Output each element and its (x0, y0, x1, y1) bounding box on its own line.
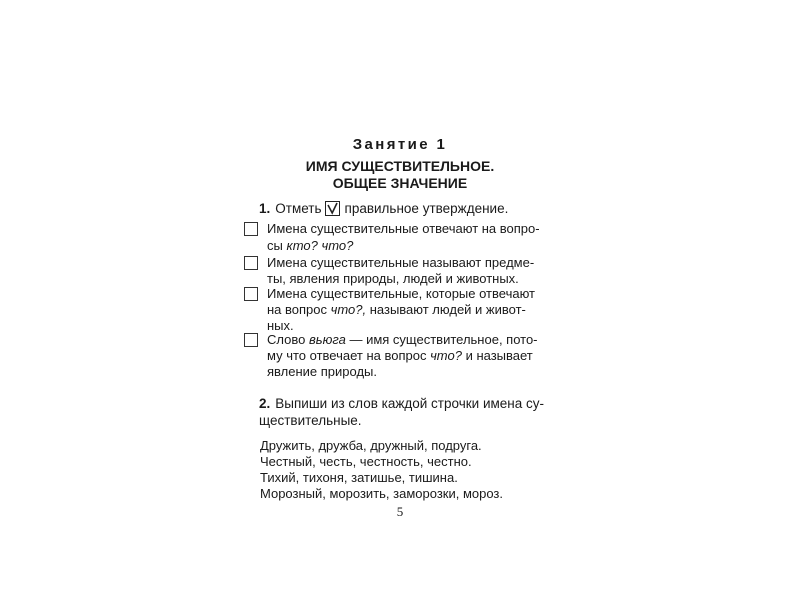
statement-1-line-1: Имена существительные отвечают на вопро- (267, 221, 540, 236)
statement-3-line-1: Имена существительные, которые отвечают (267, 286, 535, 301)
statement-3-line-2 (267, 302, 526, 317)
statement-3-italic: что?, (330, 302, 367, 317)
task-1-text-before: Отметь (275, 201, 322, 216)
statement-4-text-a: Слово (267, 332, 309, 347)
lesson-title: Занятие 1 (352, 136, 448, 153)
statement-checkbox-1[interactable] (244, 222, 258, 236)
topic-heading-line-2: ОБЩЕЕ ЗНАЧЕНИЕ (332, 175, 468, 191)
statement-1-line-2 (267, 238, 353, 253)
statement-4-italic-2: что? (430, 348, 462, 363)
statement-1-italic: кто? что? (286, 238, 354, 253)
statement-3-text-a: на вопрос (267, 302, 331, 317)
statement-4-text-c: му что отвечает на вопрос (267, 348, 431, 363)
task-1-number: 1. (259, 201, 271, 216)
word-row-2: Честный, честь, честность, честно. (260, 454, 472, 469)
statement-4-line-2 (267, 348, 533, 363)
statement-4-text-b: — имя существительное, пото- (345, 332, 538, 347)
task-2-text: Выпиши из слов каждой строчки имена су- (275, 396, 544, 411)
task-1-instruction (259, 201, 508, 216)
statement-3-line-3: ных. (267, 318, 294, 333)
word-row-4: Морозный, морозить, заморозки, мороз. (260, 486, 504, 501)
word-row-3: Тихий, тихоня, затишье, тишина. (260, 470, 458, 485)
statement-4-text-d: и называет (461, 348, 533, 363)
statement-2-line-2: ты, явления природы, людей и животных. (267, 271, 519, 286)
statement-1-text: сы (267, 238, 287, 253)
statement-3-text-b: называют людей и живот- (366, 302, 526, 317)
statement-checkbox-4[interactable] (244, 333, 258, 347)
word-row-1: Дружить, дружба, дружный, подруга. (260, 438, 482, 453)
statement-4-line-1 (267, 332, 538, 347)
task-2-number: 2. (259, 396, 271, 411)
statement-2-line-1: Имена существительные называют предме- (267, 255, 535, 270)
checkmark-icon (325, 201, 340, 216)
statement-4-line-3: явление природы. (267, 364, 377, 379)
task-2-instruction-line-1 (259, 396, 544, 411)
topic-heading-line-1: ИМЯ СУЩЕСТВИТЕЛЬНОЕ. (305, 158, 495, 174)
task-1-text-after: правильное утверждение. (344, 201, 509, 216)
statement-checkbox-3[interactable] (244, 287, 258, 301)
page-number: 5 (396, 504, 404, 519)
statement-checkbox-2[interactable] (244, 256, 258, 270)
statement-4-italic-1: вьюга (308, 332, 346, 347)
task-2-instruction-line-2: ществительные. (259, 413, 362, 428)
